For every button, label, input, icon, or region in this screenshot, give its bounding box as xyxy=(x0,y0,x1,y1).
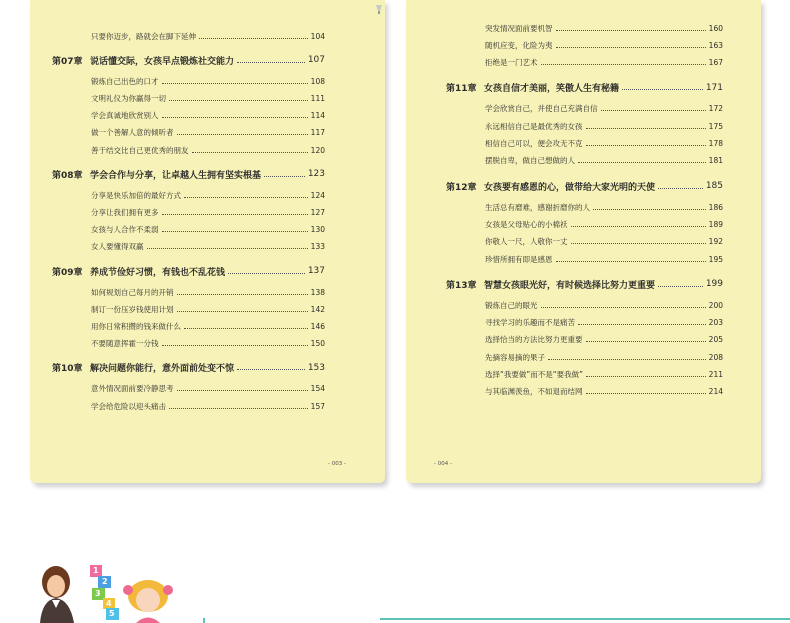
toc-entry xyxy=(91,338,325,350)
toc-entry xyxy=(91,320,325,332)
chapter-page: 171 xyxy=(705,82,723,93)
toc-entry-title: 锻炼自己出色的口才 xyxy=(91,76,159,86)
leader-dots xyxy=(192,152,308,153)
toc-entry-title: 女孩是父母贴心的小棉袄 xyxy=(485,219,568,229)
toc-entry xyxy=(91,383,325,395)
toc-entry-title: 女孩与人合作不柔弱 xyxy=(91,225,159,235)
toc-entry-page: 214 xyxy=(708,387,723,397)
toc-entry-title: 女人要懂得双赢 xyxy=(91,242,144,252)
toc-entry-title: 学会给危险以迎头痛击 xyxy=(91,401,166,411)
chapter-number: 第10章 xyxy=(52,364,83,375)
leader-dots xyxy=(593,209,706,210)
toc-entry-page: 124 xyxy=(310,190,325,200)
chapter-number: 第12章 xyxy=(446,182,477,193)
toc-entry-title: 你敬人一尺，人敬你一丈 xyxy=(485,237,568,247)
toc-entry xyxy=(485,155,723,167)
leader-dots xyxy=(177,311,308,312)
leader-dots xyxy=(162,231,308,232)
toc-entry-page: 142 xyxy=(310,304,325,314)
block-label: 1 xyxy=(93,566,99,575)
toc-chapter xyxy=(52,167,325,181)
toc-entry-title: 学会欣赏自己，并使自己充满自信 xyxy=(485,104,598,114)
toc-entry-title: 学会真诚地欣赏别人 xyxy=(91,111,159,121)
toc-chapter xyxy=(446,179,723,193)
toc-entry-page: 154 xyxy=(310,384,325,394)
toc-entry xyxy=(485,138,723,150)
toc-entry-title: 相信自己可以，便会攻无不克 xyxy=(485,139,583,148)
toc-entry xyxy=(91,92,325,104)
toc-entry xyxy=(485,22,723,34)
toc-page-left xyxy=(30,0,385,483)
page-number: - 004 - xyxy=(434,461,452,467)
toc-entry-title: 制订一份压岁钱使用计划 xyxy=(91,304,174,314)
leader-dots xyxy=(556,261,706,262)
toc-entry-title: 善于结交比自己更优秀的朋友 xyxy=(91,145,189,155)
toc-entry-title: 与其临渊羡鱼，不如退而结网 xyxy=(485,387,583,397)
toc-entry xyxy=(91,224,325,236)
toc-entry xyxy=(91,303,325,315)
toc-entry-page: 208 xyxy=(708,352,723,362)
leader-dots xyxy=(177,294,308,295)
chapter-page: 123 xyxy=(307,169,325,180)
leader-dots xyxy=(571,243,706,244)
toc-chapter xyxy=(52,361,325,375)
toc-entry xyxy=(485,386,723,398)
toc-entry xyxy=(91,144,325,156)
leader-dots xyxy=(586,393,706,394)
toc-entry-title: 分享是快乐加倍的最好方式 xyxy=(91,190,181,200)
leader-dots xyxy=(586,376,706,377)
toc-entry-page: 192 xyxy=(708,237,723,247)
toc-entry-page: 203 xyxy=(708,318,723,328)
toc-entry xyxy=(485,103,723,115)
toc-entry-page: 200 xyxy=(708,300,723,310)
toc-entry-page: 150 xyxy=(310,339,325,349)
toc-entry-title: 先摘容易摘的果子 xyxy=(485,352,545,362)
toc-entry xyxy=(485,351,723,363)
leader-dots xyxy=(169,100,308,101)
toc-entry xyxy=(91,241,325,253)
toc-entry-page: 117 xyxy=(310,128,325,138)
toc-entry-title: 分享让我们拥有更多 xyxy=(91,207,159,217)
leader-dots xyxy=(228,273,305,274)
toc-entry-page: 104 xyxy=(310,31,325,41)
leader-dots xyxy=(578,162,706,163)
leader-dots xyxy=(147,248,308,249)
toc-entry-title: 摆脱自卑，做自己想做的人 xyxy=(485,156,575,166)
chapter-title: 女孩要有感恩的心，做带给大家光明的天使 xyxy=(484,182,656,193)
toc-chapter xyxy=(446,81,723,95)
toc-entry-title: 用你日常积攒的钱来做什么 xyxy=(91,321,181,331)
toc-entry-title: 寻找学习的乐趣而不是痛苦 xyxy=(485,318,575,328)
chapter-title: 智慧女孩眼光好，有时候选择比努力更重要 xyxy=(484,280,656,291)
toc-entry xyxy=(485,39,723,51)
leader-dots xyxy=(162,345,308,346)
toc-entry-page: 205 xyxy=(708,335,723,345)
block-label: 5 xyxy=(109,609,115,618)
toc-entry xyxy=(485,218,723,230)
toc-entry-page: 186 xyxy=(708,202,723,212)
toc-entry xyxy=(485,120,723,132)
chapter-number: 第13章 xyxy=(446,280,477,291)
toc-entry-title: 文明礼仪为你赢得一切 xyxy=(91,93,166,103)
toc-entry-page: 175 xyxy=(708,121,723,131)
leader-dots xyxy=(162,117,308,118)
chapter-title: 解决问题你能行，意外面前处变不惊 xyxy=(90,364,235,375)
leader-dots xyxy=(184,328,308,329)
chapter-page: 107 xyxy=(307,55,325,66)
toc-entry xyxy=(91,286,325,298)
leader-dots xyxy=(237,369,305,370)
leader-dots xyxy=(658,188,703,189)
toc-entry xyxy=(485,236,723,248)
toc-entry-page: 172 xyxy=(708,104,723,114)
chapter-title: 女孩自信才美丽，笑傲人生有秘籍 xyxy=(484,84,620,95)
leader-dots xyxy=(541,307,706,308)
leader-dots xyxy=(177,390,308,391)
leader-dots xyxy=(177,134,308,135)
leader-dots xyxy=(548,359,706,360)
toc-entry-title: 拒绝是一门艺术 xyxy=(485,58,538,68)
chapter-number: 第09章 xyxy=(52,267,83,278)
toc-entry-page: 108 xyxy=(310,76,325,86)
toc-entry xyxy=(91,30,325,42)
toc-entry-title: 锻炼自己的眼光 xyxy=(485,300,538,310)
toc-entry-page: 157 xyxy=(310,401,325,411)
leader-dots xyxy=(586,128,706,129)
toc-chapter xyxy=(446,277,723,291)
toc-entry-title: 突发情况面前要机智 xyxy=(485,23,553,33)
chapter-page: 153 xyxy=(307,362,325,373)
divider-line xyxy=(380,618,790,620)
leader-dots xyxy=(556,30,706,31)
toc-entry-title: 珍惜所拥有即是感恩 xyxy=(485,254,553,264)
chapter-number: 第07章 xyxy=(52,56,83,67)
divider-tick xyxy=(203,618,205,623)
toc-entry-title: 随机应变，化险为夷 xyxy=(485,40,553,50)
chapter-page: 137 xyxy=(307,266,325,276)
toc-entry-title: 选择“我要做”而不是“要我做” xyxy=(485,370,584,379)
leader-dots xyxy=(601,110,706,111)
toc-entry xyxy=(485,57,723,69)
toc-entry-page: 120 xyxy=(310,145,325,155)
toc-entry xyxy=(485,317,723,329)
toc-entry xyxy=(91,400,325,412)
leader-dots xyxy=(264,176,305,177)
lamp-icon xyxy=(374,0,384,10)
toc-entry-title: 选择恰当的方法比努力更重要 xyxy=(485,335,583,345)
leader-dots xyxy=(237,62,305,63)
toc-entry-title: 只要你迈步，路就会在脚下延伸 xyxy=(91,31,196,41)
toc-entry xyxy=(485,369,723,381)
toc-entry-title: 不要随意挥霍一分钱 xyxy=(91,339,159,349)
toc-entry-title: 做一个善解人意的倾听者 xyxy=(91,128,174,138)
chapter-page: 199 xyxy=(705,279,723,290)
toc-entry xyxy=(485,299,723,311)
chapter-page: 185 xyxy=(705,181,723,192)
toc-page-right xyxy=(406,0,761,483)
block-label: 4 xyxy=(106,599,112,608)
toc-entry xyxy=(91,75,325,87)
leader-dots xyxy=(571,226,706,227)
toc-entry-page: 195 xyxy=(708,254,723,264)
chapter-title: 养成节俭好习惯，有钱也不乱花钱 xyxy=(90,267,226,278)
leader-dots xyxy=(162,214,308,215)
block-label: 3 xyxy=(95,589,101,598)
toc-entry xyxy=(485,334,723,346)
toc-entry-page: 114 xyxy=(310,111,325,121)
leader-dots xyxy=(169,408,308,409)
illustration-mother-daughter xyxy=(36,560,176,623)
toc-chapter xyxy=(52,53,325,67)
toc-entry-title: 永远相信自己是最优秀的女孩 xyxy=(485,121,583,131)
leader-dots xyxy=(556,47,706,48)
toc-entry-page: 130 xyxy=(310,225,325,235)
toc-entry-page: 133 xyxy=(310,242,325,252)
leader-dots xyxy=(578,324,706,325)
toc-chapter xyxy=(52,264,325,278)
toc-entry-page: 111 xyxy=(310,93,325,103)
leader-dots xyxy=(586,341,706,342)
toc-entry-page: 160 xyxy=(708,23,723,33)
toc-entry-page: 167 xyxy=(708,58,723,68)
block-label: 2 xyxy=(102,577,108,586)
toc-entry xyxy=(91,127,325,139)
toc-entry-page: 146 xyxy=(310,321,325,331)
toc-entry-page: 181 xyxy=(708,156,723,166)
chapter-title: 说话懂交际，女孩早点锻炼社交能力 xyxy=(90,56,235,67)
toc-entry-page: 127 xyxy=(310,207,325,217)
toc-entry-page: 211 xyxy=(708,370,723,379)
toc-entry-page: 163 xyxy=(708,40,723,50)
toc-entry xyxy=(485,253,723,265)
toc-entry-title: 意外情况面前要冷静思考 xyxy=(91,384,174,394)
leader-dots xyxy=(622,89,703,90)
page-number: - 003 - xyxy=(328,461,346,467)
toc-entry xyxy=(91,189,325,201)
leader-dots xyxy=(586,145,706,146)
toc-entry xyxy=(91,206,325,218)
leader-dots xyxy=(658,286,703,287)
leader-dots xyxy=(162,83,308,84)
toc-entry-page: 138 xyxy=(310,287,325,297)
toc-entry xyxy=(91,110,325,122)
chapter-number: 第11章 xyxy=(446,84,477,95)
leader-dots xyxy=(184,197,308,198)
leader-dots xyxy=(199,38,308,39)
toc-entry xyxy=(485,201,723,213)
leader-dots xyxy=(541,64,706,65)
chapter-title: 学会合作与分享，让卓越人生拥有坚实根基 xyxy=(90,170,262,181)
toc-entry-title: 生活总有磨难，感谢折磨你的人 xyxy=(485,202,590,212)
chapter-number: 第08章 xyxy=(52,170,83,181)
toc-entry-title: 如何规划自己每月的开销 xyxy=(91,287,174,297)
toc-entry-page: 178 xyxy=(708,139,723,148)
toc-entry-page: 189 xyxy=(708,219,723,229)
